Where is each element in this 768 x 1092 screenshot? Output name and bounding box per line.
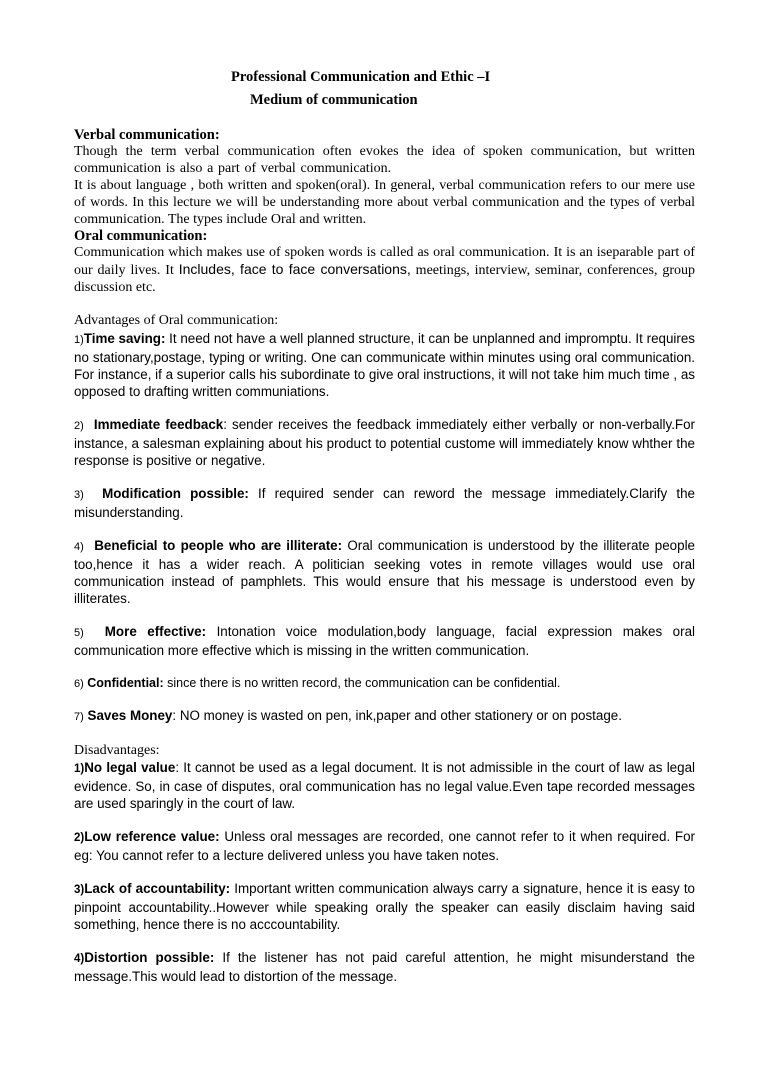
item-number: 4) [74,541,84,553]
item-title: Lack of accountability: [84,881,231,896]
disadvantage-item [74,949,695,985]
item-number: 3) [74,489,84,501]
item-title: Immediate feedback [93,417,224,432]
advantage-item [74,330,695,400]
oral-paragraph [74,244,695,296]
item-title: No legal value [84,760,176,775]
advantage-item [74,485,695,521]
item-text: Oral communication is understood by the illiterate people too,hence it has a wider reach. A politician seeking votes in remote villages would use oral communication instead of pamphlets. This would ensure that his message is understood even by illiterates. [74,538,695,606]
item-text: : It cannot be used as a legal document. It is not admissible in the court of law as legal evidence. So, in case of disputes, oral communication has no legal value.Even tape recorded messages are used sparingly in the court of law. [74,760,695,811]
advantage-item [74,537,695,607]
item-number: 1) [74,334,84,346]
item-text: If the listener has not paid careful attention, he might misunderstand the message.This would lead to distortion of the message. [74,950,695,984]
item-text: : sender receives the feedback immediately either verbally or non-verbally.For instance, a salesman explaining about his product to potential custome will immediately know whther the response is positive or negative. [74,417,695,468]
document-title: Professional Communication and Ethic –I [231,69,491,85]
item-title: Confidential: [87,676,164,690]
oral-text-start: Communication which makes use of spoken words is called as oral communication. It is an iseparable part of our daily lives. It [74,245,695,278]
verbal-paragraph-1: Though the term verbal communication often evokes the idea of spoken communication, but written communication is also a part of verbal communication. [74,144,695,176]
oral-heading: Oral communication: [74,228,208,244]
item-title: Distortion possible: [84,950,215,965]
item-number: 2) [74,832,85,844]
advantage-item [74,707,695,726]
advantage-item [74,416,695,469]
item-text: It need not have a well planned structure, it can be unplanned and impromptu. It requires no stationary,postage, typing or writing. One can communicate within minutes using oral communication. For instance, if a superior calls his subordinate to give oral instructions, it will not take him much time , as opposed to drafting written communiations. [74,331,695,399]
oral-text-end: meetings, interview, seminar, conferences, group discussion etc. [74,263,696,295]
item-number: 2) [74,420,84,432]
document-subtitle: Medium of communication [250,92,418,108]
verbal-paragraph-2: It is about language , both written and spoken(oral). In general, verbal communication refers to our mere use of words. In this lecture we will be understanding more about verbal communication and the types of verbal communication. The types include Oral and written. [74,178,695,227]
advantage-item [74,675,695,693]
item-number: 5) [74,627,84,639]
item-number: 3) [74,884,85,896]
item-text: If required sender can reword the message immediately.Clarify the misunderstanding. [74,486,695,520]
item-title: Saves Money [87,708,173,723]
item-number: 6) [74,678,84,690]
oral-text-sans: Includes, face to face conversations, [178,261,411,277]
verbal-heading: Verbal communication: [74,127,220,143]
item-title: Low reference value: [84,829,220,844]
item-title: Modification possible: [102,486,249,501]
item-text: Unless oral messages are recorded, one cannot refer to it when required. For eg: You cannot refer to a lecture delivered unless you have taken notes. [74,829,695,863]
disadvantage-item [74,880,695,933]
item-title: More effective: [104,624,207,639]
item-number: 7) [74,711,84,723]
document-page [0,68,768,1092]
item-title: Time saving: [83,331,166,346]
advantage-item [74,623,695,659]
item-text: Intonation voice modulation,body language, facial expression makes oral communication more effective which is missing in the written communication. [74,624,696,658]
item-text: since there is no written record, the communication can be confidential. [163,676,561,690]
item-number: 4) [74,953,85,965]
disadvantage-item [74,759,695,812]
disadvantage-item [74,828,695,864]
item-text: : NO money is wasted on pen, ink,paper and other stationery or on postage. [172,708,622,723]
advantages-heading: Advantages of Oral communication: [74,313,279,328]
disadvantages-heading: Disadvantages: [74,743,160,758]
item-title: Beneficial to people who are illiterate: [94,538,343,553]
item-number: 1) [74,763,85,775]
item-text: Important written communication always carry a signature, hence it is easy to pinpoint accountability..However while speaking orally the speaker can easily disclaim having said something, hence there is no acccountability. [74,881,696,932]
